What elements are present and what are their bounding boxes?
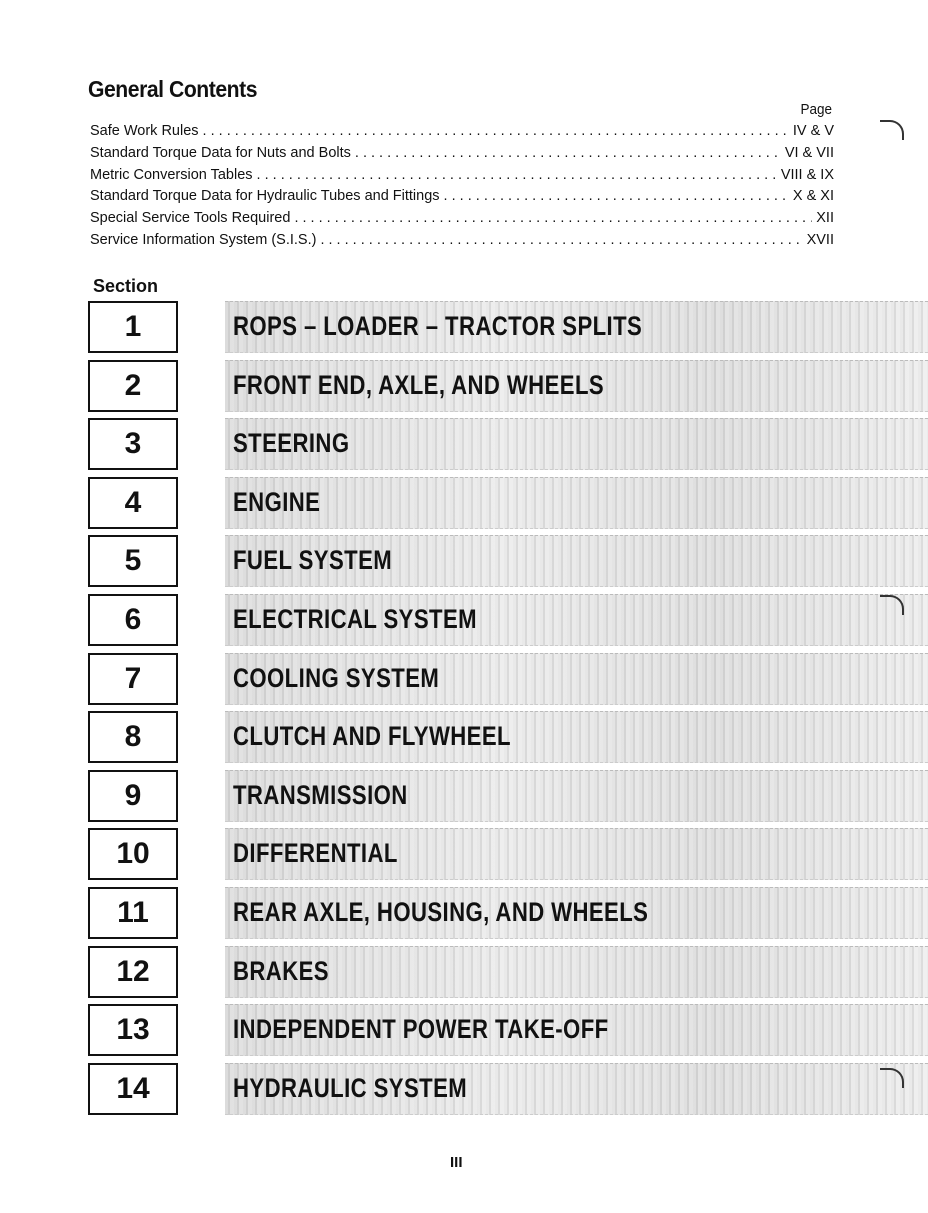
entry-page: VI & VII (784, 144, 834, 161)
section-banner (225, 770, 928, 822)
section-row (0, 1063, 928, 1115)
section-banner (225, 653, 928, 705)
section-title: CLUTCH AND FLYWHEEL (233, 721, 511, 752)
section-title: COOLING SYSTEM (233, 662, 440, 693)
section-row (0, 418, 928, 470)
section-banner (225, 1004, 928, 1056)
section-number-box: 6 (88, 594, 178, 646)
section-title: FRONT END, AXLE, AND WHEELS (233, 369, 605, 400)
section-banner (225, 828, 928, 880)
section-banner (225, 535, 928, 587)
section-row (0, 946, 928, 998)
section-title: REAR AXLE, HOUSING, AND WHEELS (233, 897, 649, 927)
entry-page: IV & V (792, 123, 834, 139)
section-row (0, 477, 928, 529)
section-banner (225, 418, 928, 470)
entry-label: Safe Work Rules (90, 123, 199, 139)
section-row (0, 594, 928, 646)
contents-entry (90, 145, 834, 167)
section-number-box: 14 (88, 1063, 178, 1115)
section-title: HYDRAULIC SYSTEM (233, 1072, 468, 1103)
entry-page: XVII (806, 231, 834, 248)
section-row (0, 828, 928, 880)
entry-label: Service Information System (S.I.S.) (90, 231, 317, 248)
section-row (0, 887, 928, 939)
entry-label: Standard Torque Data for Nuts and Bolts (90, 144, 351, 161)
contents-list (90, 123, 834, 254)
binder-tab-mark-icon (880, 120, 904, 140)
section-number-box: 12 (88, 946, 178, 998)
section-row (0, 711, 928, 763)
section-number-box: 5 (88, 535, 178, 587)
section-row (0, 770, 928, 822)
dot-leader (257, 167, 777, 183)
dot-leader (320, 232, 802, 248)
section-number-box: 8 (88, 711, 178, 763)
section-title: STEERING (233, 428, 350, 459)
section-row (0, 653, 928, 705)
section-title: ROPS – LOADER – TRACTOR SPLITS (233, 311, 643, 341)
section-number-box: 3 (88, 418, 178, 470)
entry-page: XII (816, 210, 834, 227)
section-title: DIFFERENTIAL (233, 838, 398, 869)
section-banner (225, 946, 928, 998)
page-title: General Contents (88, 76, 258, 102)
section-title: INDEPENDENT POWER TAKE-OFF (233, 1014, 609, 1045)
contents-entry (90, 210, 834, 232)
section-number-box: 7 (88, 653, 178, 705)
section-banner (225, 887, 928, 939)
section-banner (225, 360, 928, 412)
page-column-header: Page (800, 101, 832, 118)
section-title: ELECTRICAL SYSTEM (233, 604, 477, 634)
contents-entry (90, 188, 834, 210)
section-title: ENGINE (233, 486, 321, 517)
section-banner (225, 477, 928, 529)
entry-label: Standard Torque Data for Hydraulic Tubes and Fittings (90, 188, 440, 205)
section-banner (225, 711, 928, 763)
section-banner (225, 301, 928, 353)
section-row (0, 360, 928, 412)
entry-label: Special Service Tools Required (90, 210, 291, 227)
section-title: FUEL SYSTEM (233, 545, 393, 576)
section-row (0, 1004, 928, 1056)
section-row (0, 301, 928, 353)
section-title: BRAKES (233, 955, 329, 986)
contents-entry (90, 232, 834, 254)
entry-page: VIII & IX (780, 166, 834, 183)
section-number-box: 1 (88, 301, 178, 353)
section-number-box: 2 (88, 360, 178, 412)
dot-leader (355, 145, 781, 161)
section-row (0, 535, 928, 587)
section-title: TRANSMISSION (233, 779, 408, 810)
contents-entry (90, 123, 834, 145)
section-number-box: 4 (88, 477, 178, 529)
page-number: III (450, 1154, 463, 1171)
dot-leader (203, 123, 789, 139)
dot-leader (294, 210, 812, 226)
section-banner (225, 594, 928, 646)
section-label: Section (93, 276, 159, 296)
contents-entry (90, 167, 834, 189)
entry-label: Metric Conversion Tables (90, 166, 253, 183)
dot-leader (444, 188, 789, 204)
section-banner (225, 1063, 928, 1115)
entry-page: X & XI (792, 188, 834, 205)
section-number-box: 11 (88, 887, 178, 939)
section-number-box: 13 (88, 1004, 178, 1056)
section-number-box: 9 (88, 770, 178, 822)
section-number-box: 10 (88, 828, 178, 880)
